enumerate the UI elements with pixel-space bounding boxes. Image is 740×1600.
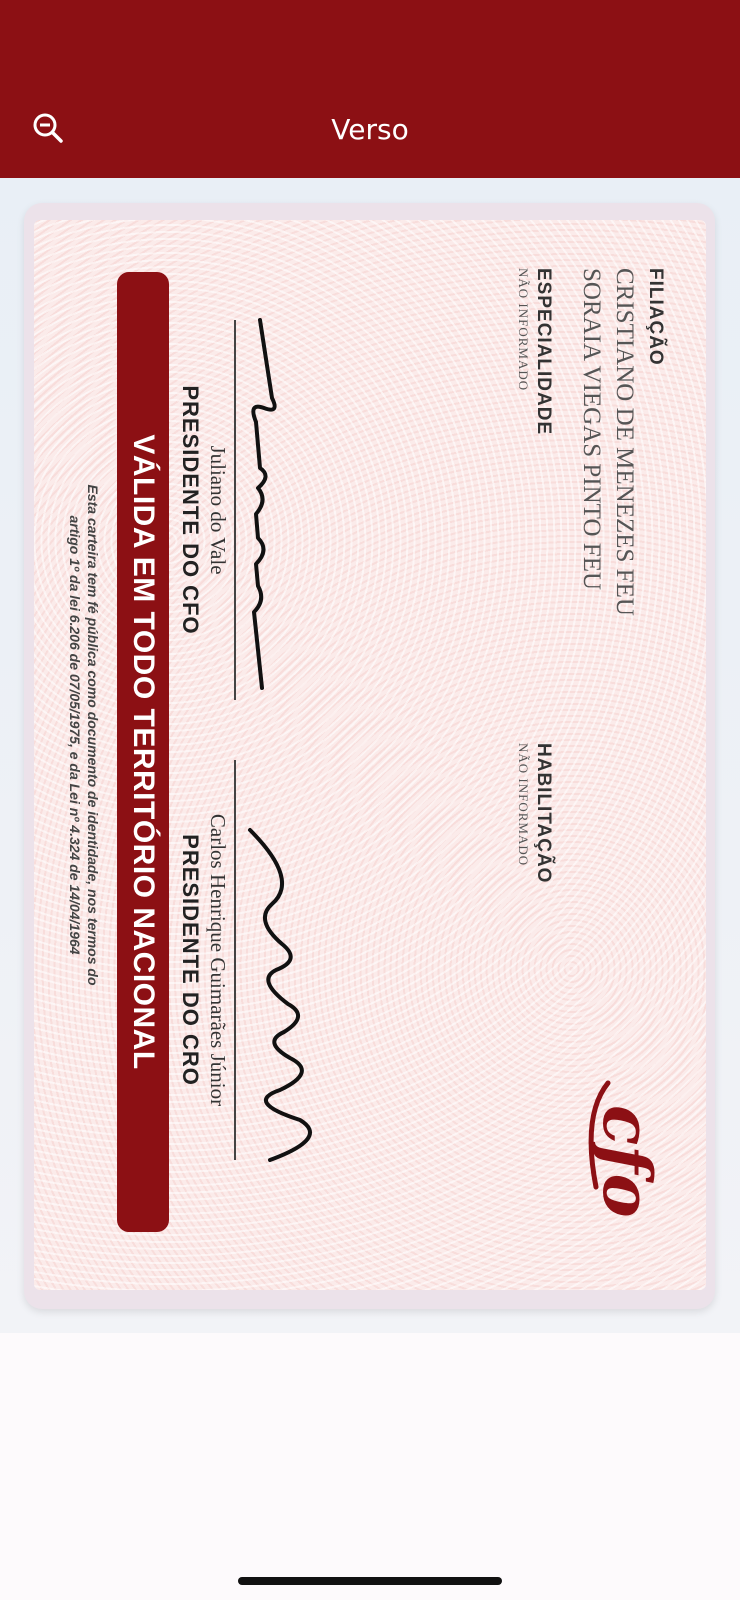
especialidade-value: NÃO INFORMADO <box>516 268 531 392</box>
cfo-logo <box>576 1075 666 1245</box>
signer2-role: PRESIDENTE DO CRO <box>178 834 203 1086</box>
legal-notice-line-2: artigo 1º da lei 6.206 de 07/05/1975, e da Lei nº 4.324 de 14/04/1964 <box>67 515 83 955</box>
id-card-back[interactable] <box>34 220 706 1290</box>
parent-name-1: CRISTIANO DE MENEZES FEU <box>611 268 638 616</box>
page-title: Verso <box>331 113 409 146</box>
signature-juliano <box>220 318 300 698</box>
cfo-logo-icon <box>576 1075 666 1245</box>
app-header <box>0 0 740 178</box>
especialidade-label: ESPECIALIDADE <box>533 268 554 436</box>
home-indicator[interactable] <box>238 1577 502 1585</box>
habilitacao-label: HABILITAÇÃO <box>533 743 554 884</box>
valid-banner: VÁLIDA EM TODO TERRITÓRIO NACIONAL <box>117 272 169 1232</box>
signer1-name: Juliano do Vale <box>206 445 230 575</box>
signature-line-1 <box>234 320 236 700</box>
habilitacao-value: NÃO INFORMADO <box>516 743 531 867</box>
parent-name-2: SORAIA VIEGAS PINTO FEU <box>578 268 605 591</box>
legal-notice-line-1: Esta carteira tem fé pública como documento de identidade, nos termos do <box>85 484 101 986</box>
card-face <box>34 220 706 1290</box>
signature-carlos <box>220 820 340 1180</box>
signer2-name: Carlos Henrique Guimarães Júnior <box>206 813 230 1107</box>
filiacao-label: FILIAÇÃO <box>645 268 666 366</box>
legal-notice <box>66 415 102 1055</box>
signer1-role: PRESIDENTE DO CFO <box>178 385 203 635</box>
signature-line-2 <box>234 760 236 1160</box>
svg-text:cfo: cfo <box>588 1105 666 1218</box>
